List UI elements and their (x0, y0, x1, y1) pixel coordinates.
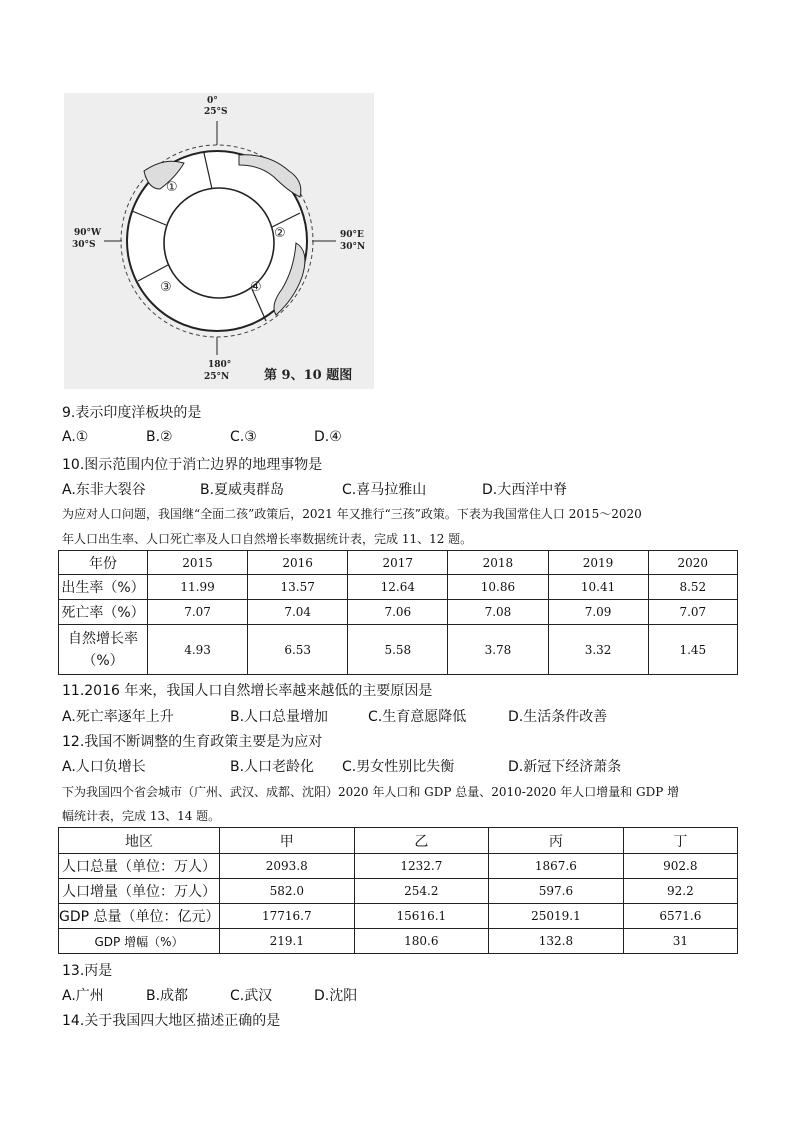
figure-caption: 第 9、10 题图 (264, 368, 353, 383)
table-cell: 3.78 (448, 625, 548, 675)
intro1-line1: 为应对人口问题，我国继“全面二孩”政策后，2021 年又推行“三孩”政策。下表为我国常住人口 2015～2020 (62, 507, 642, 521)
intro2-line1: 下为我国四个省会城市（广州、武汉、成都、沈阳）2020 年人口和 GDP 总量、2010-2020 年人口增量和 GDP 增 (62, 785, 680, 799)
table-cell: 17716.7 (220, 904, 355, 929)
q12-option-a[interactable]: A.人口负增长 (62, 759, 146, 775)
table-row (59, 854, 738, 879)
top-lon-label: 0° (207, 96, 218, 106)
table-cell: 132.8 (489, 929, 624, 954)
intro1-line2: 年人口出生率、人口死亡率及人口自然增长率数据统计表，完成 11、12 题。 (62, 532, 473, 546)
row-label: GDP 总量（单位：亿元） (59, 904, 220, 929)
table-cell: 15616.1 (354, 904, 489, 929)
table-cell: 7.09 (548, 600, 648, 625)
city-stats-table (58, 827, 738, 954)
q11-option-a[interactable]: A.死亡率逐年上升 (62, 709, 174, 725)
table-cell: 10.41 (548, 575, 648, 600)
region-label-3: ③ (160, 280, 172, 295)
q10-stem: 10.图示范围内位于消亡边界的地理事物是 (62, 457, 323, 473)
q10-option-c[interactable]: C.喜马拉雅山 (342, 482, 427, 498)
region-label-4: ④ (250, 280, 262, 295)
table-cell: 1.45 (648, 625, 737, 675)
top-lat-label: 25°S (204, 107, 228, 117)
table1-header-cell: 2019 (548, 551, 648, 575)
q9-option-a[interactable]: A.① (62, 429, 89, 445)
table-cell: 7.07 (148, 600, 248, 625)
q12-option-c[interactable]: C.男女性别比失衡 (342, 759, 455, 775)
table-row (59, 929, 738, 954)
table1-header-cell: 2017 (348, 551, 448, 575)
table2-header-row (59, 828, 738, 854)
q13-option-c[interactable]: C.武汉 (230, 988, 273, 1004)
table1-header-cell: 2015 (148, 551, 248, 575)
table-cell: 25019.1 (489, 904, 624, 929)
right-lat-label: 30°N (340, 242, 366, 252)
region-label-1: ① (166, 180, 178, 195)
table-cell: 6.53 (248, 625, 348, 675)
q11-option-d[interactable]: D.生活条件改善 (508, 709, 608, 725)
row-label: 出生率（%） (59, 575, 148, 600)
table-cell: 7.06 (348, 600, 448, 625)
table-cell: 10.86 (448, 575, 548, 600)
table-row (59, 600, 738, 625)
table2-header-cell: 丁 (623, 828, 737, 854)
q10-option-d[interactable]: D.大西洋中脊 (482, 482, 568, 498)
q13-option-d[interactable]: D.沈阳 (314, 988, 358, 1004)
q13-stem: 13.丙是 (62, 963, 113, 979)
table1-header-cell: 年份 (59, 551, 148, 575)
table2-header-cell: 地区 (59, 828, 220, 854)
table-cell: 902.8 (623, 854, 737, 879)
table-cell: 254.2 (354, 879, 489, 904)
q10-option-a[interactable]: A.东非大裂谷 (62, 482, 146, 498)
row-label-line: 自然增长率 (68, 630, 138, 647)
table1-header-cell: 2018 (448, 551, 548, 575)
table-cell: 180.6 (354, 929, 489, 954)
q13-option-a[interactable]: A.广州 (62, 988, 104, 1004)
intro2-line2: 幅统计表，完成 13、14 题。 (62, 809, 221, 823)
table-cell: 92.2 (623, 879, 737, 904)
q13-option-b[interactable]: B.成都 (146, 988, 189, 1004)
table-cell: 219.1 (220, 929, 355, 954)
table1-header-row (59, 551, 738, 575)
region-label-2: ② (274, 226, 286, 241)
table-cell: 12.64 (348, 575, 448, 600)
table-cell: 5.58 (348, 625, 448, 675)
table-cell: 2093.8 (220, 854, 355, 879)
q11-option-b[interactable]: B.人口总量增加 (230, 709, 329, 725)
q9-option-c[interactable]: C.③ (230, 429, 257, 445)
row-label: 死亡率（%） (59, 600, 148, 625)
table-cell: 7.07 (648, 600, 737, 625)
table2-header-cell: 甲 (220, 828, 355, 854)
q14-stem: 14.关于我国四大地区描述正确的是 (62, 1013, 281, 1029)
table2-header-cell: 乙 (354, 828, 489, 854)
left-lon-label: 90°W (74, 228, 102, 238)
table-cell: 13.57 (248, 575, 348, 600)
bottom-lon-label: 180° (208, 360, 232, 370)
table-row (59, 904, 738, 929)
table-row (59, 879, 738, 904)
table-cell: 1867.6 (489, 854, 624, 879)
q9-option-b[interactable]: B.② (146, 429, 173, 445)
table1-header-cell: 2020 (648, 551, 737, 575)
row-label: 人口总量（单位：万人） (59, 854, 220, 879)
table-cell: 11.99 (148, 575, 248, 600)
row-label (59, 625, 148, 675)
left-lat-label: 30°S (72, 240, 96, 250)
table-cell: 597.6 (489, 879, 624, 904)
q10-option-b[interactable]: B.夏威夷群岛 (200, 482, 285, 498)
table-cell: 1232.7 (354, 854, 489, 879)
q9-stem: 9.表示印度洋板块的是 (62, 405, 202, 421)
table-cell: 6571.6 (623, 904, 737, 929)
table-cell: 4.93 (148, 625, 248, 675)
q11-stem: 11.2016 年来，我国人口自然增长率越来越低的主要原因是 (62, 683, 433, 699)
row-label: 人口增量（单位：万人） (59, 879, 220, 904)
q12-option-b[interactable]: B.人口老龄化 (230, 759, 315, 775)
table-row (59, 575, 738, 600)
plate-ring-figure (64, 93, 374, 389)
table-cell: 3.32 (548, 625, 648, 675)
table1-header-cell: 2016 (248, 551, 348, 575)
q12-option-d[interactable]: D.新冠下经济萧条 (508, 759, 622, 775)
table-cell: 8.52 (648, 575, 737, 600)
q12-stem: 12.我国不断调整的生育政策主要是为应对 (62, 734, 323, 750)
right-lon-label: 90°E (340, 230, 364, 240)
q11-option-c[interactable]: C.生育意愿降低 (368, 709, 467, 725)
bottom-lat-label: 25°N (204, 372, 230, 382)
table2-header-cell: 丙 (489, 828, 624, 854)
table-cell: 31 (623, 929, 737, 954)
table-cell: 582.0 (220, 879, 355, 904)
birth-death-table (58, 550, 738, 675)
q9-option-d[interactable]: D.④ (314, 429, 342, 445)
row-label-line: （%） (82, 652, 124, 669)
table-cell: 7.08 (448, 600, 548, 625)
table-cell: 7.04 (248, 600, 348, 625)
table-row (59, 625, 738, 675)
row-label: GDP 增幅（%） (59, 929, 220, 954)
